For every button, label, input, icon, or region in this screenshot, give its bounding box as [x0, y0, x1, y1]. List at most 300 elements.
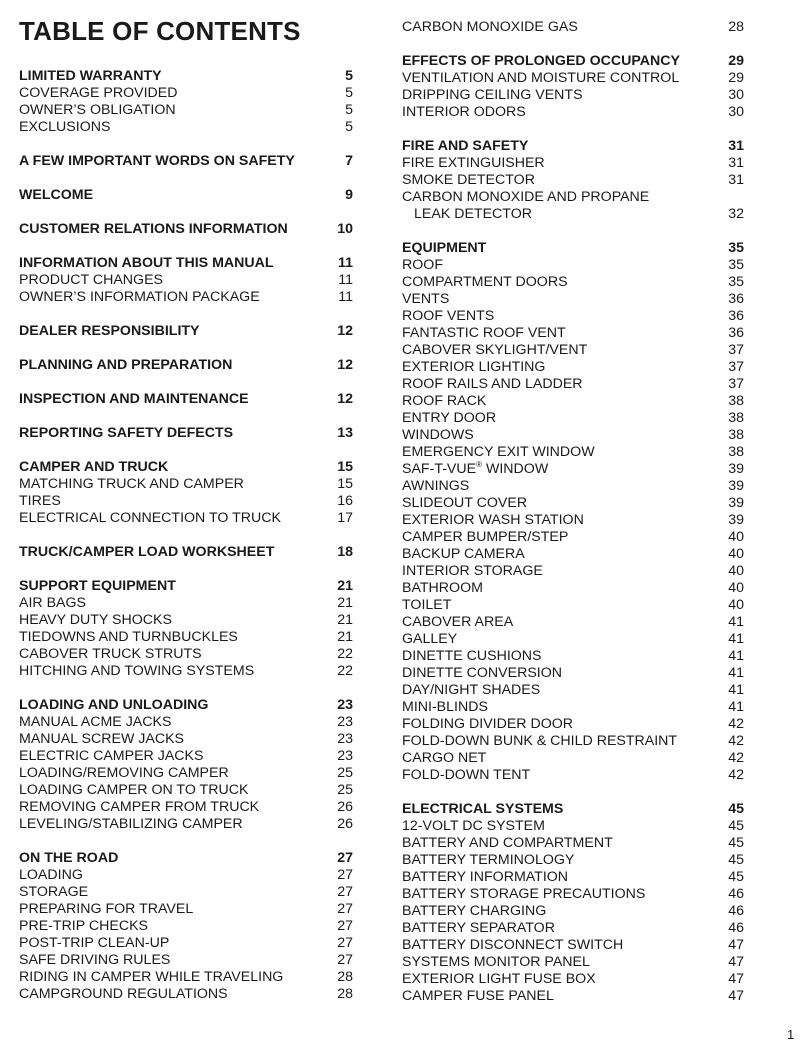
toc-entry-row: [402, 750, 744, 767]
toc-entry-title: [19, 153, 295, 170]
toc-entry-text: VENTILATION AND MOISTURE CONTROL: [402, 70, 680, 86]
toc-entry-text: FOLDING DIVIDER DOOR: [402, 716, 574, 732]
page-title: TABLE OF CONTENTS: [19, 16, 301, 46]
toc-entry-row: [402, 410, 744, 427]
toc-entry-text: ENTRY DOOR: [402, 410, 497, 426]
toc-entry-title: [402, 818, 545, 835]
toc-entry-text: OWNER’S OBLIGATION: [19, 102, 176, 118]
toc-entry-row: [19, 85, 353, 102]
toc-entry-text: PRODUCT CHANGES: [19, 272, 163, 288]
toc-entry-row: [19, 748, 353, 765]
toc-entry-title: [402, 750, 486, 767]
toc-entry-text: ROOF RAILS AND LADDER: [402, 376, 583, 392]
toc-page-number: 45: [728, 835, 744, 851]
toc-page-number: 23: [337, 748, 353, 764]
toc-entry-title: [402, 920, 555, 937]
toc-entry-text: FIRE EXTINGUISHER: [402, 155, 545, 171]
toc-entry-text: FOLD-DOWN BUNK & CHILD RESTRAINT: [402, 733, 678, 749]
toc-entry-row: [402, 257, 744, 274]
toc-entry-row: [402, 189, 744, 206]
toc-page-number: 26: [337, 799, 353, 815]
toc-page-number: 45: [728, 852, 744, 868]
toc-entry-row: [19, 119, 353, 136]
toc-entry-title: [19, 663, 254, 680]
toc-entry-row: [402, 461, 744, 478]
toc-page-number: 28: [337, 969, 353, 985]
toc-entry-text: BATTERY AND COMPARTMENT: [402, 835, 613, 851]
toc-page-number: 28: [337, 986, 353, 1002]
toc-entry-row: [19, 714, 353, 731]
toc-page-number: 22: [337, 663, 353, 679]
toc-entry-row: [402, 104, 744, 121]
toc-entry-row: [402, 682, 744, 699]
toc-entry-row: [402, 529, 744, 546]
toc-entry-title: [402, 614, 513, 631]
toc-entry-title: [402, 104, 526, 121]
toc-entry-title: [402, 631, 457, 648]
toc-entry-title: [19, 476, 244, 493]
toc-entry-title: [19, 68, 162, 85]
toc-entry-text: LEVELING/STABILIZING CAMPER: [19, 816, 243, 832]
toc-entry-text: CABOVER SKYLIGHT/VENT: [402, 342, 588, 358]
toc-entry-title: [402, 461, 548, 478]
toc-entry-text: TIRES: [19, 493, 61, 509]
toc-entry-row: [19, 731, 353, 748]
toc-page-number: 47: [728, 971, 744, 987]
toc-entry-title: [19, 901, 193, 918]
toc-page-number: 38: [728, 393, 744, 409]
toc-entry-row: [19, 493, 353, 510]
toc-entry-title: [19, 85, 177, 102]
toc-entry-text: SUPPORT EQUIPMENT: [19, 578, 176, 594]
toc-entry-text: CAMPGROUND REGULATIONS: [19, 986, 228, 1002]
toc-entry-title: [402, 189, 649, 206]
toc-page-number: 27: [337, 850, 353, 866]
toc-entry-row: [19, 816, 353, 833]
toc-entry-text: CAMPER FUSE PANEL: [402, 988, 554, 1004]
toc-entry-text: INTERIOR ODORS: [402, 104, 526, 120]
toc-entry-title: [19, 697, 208, 714]
toc-entry-title: [402, 87, 583, 104]
toc-entry-text: SYSTEMS MONITOR PANEL: [402, 954, 590, 970]
toc-entry-row: [402, 886, 744, 903]
toc-entry-title: [19, 493, 61, 510]
toc-entry-text: CABOVER TRUCK STRUTS: [19, 646, 202, 662]
toc-entry-text: DINETTE CUSHIONS: [402, 648, 542, 664]
toc-entry-text: TIEDOWNS AND TURNBUCKLES: [19, 629, 238, 645]
toc-entry-title: [19, 646, 202, 663]
toc-entry-row: [19, 476, 353, 493]
toc-entry-text: TOILET: [402, 597, 452, 613]
toc-page-number: 15: [337, 476, 353, 492]
toc-entry-text: OWNER’S INFORMATION PACKAGE: [19, 289, 260, 305]
toc-page-number: 12: [337, 357, 353, 373]
toc-entry-title: [19, 102, 176, 119]
toc-entry-text: INFORMATION ABOUT THIS MANUAL: [19, 255, 274, 271]
toc-page-number: 47: [728, 937, 744, 953]
toc-entry-text: CARGO NET: [402, 750, 487, 766]
toc-page-number: 29: [728, 53, 744, 69]
toc-page-number: 42: [728, 716, 744, 732]
toc-entry-text: HITCHING AND TOWING SYSTEMS: [19, 663, 255, 679]
toc-entry-title: [19, 459, 168, 476]
toc-entry-text: CARBON MONOXIDE GAS: [402, 19, 578, 35]
toc-page-number: 41: [728, 614, 744, 630]
toc-page-number: 41: [728, 665, 744, 681]
toc-entry-row: [402, 869, 744, 886]
toc-entry-title: [19, 289, 260, 306]
toc-page-number: 9: [345, 187, 353, 203]
toc-page-number: 23: [337, 714, 353, 730]
toc-page-number: 23: [337, 731, 353, 747]
toc-entry-row: [402, 274, 744, 291]
toc-page-number: 5: [345, 85, 353, 101]
toc-entry-title: [402, 495, 527, 512]
toc-entry-text: INTERIOR STORAGE: [402, 563, 543, 579]
toc-entry-text: LOADING AND UNLOADING: [19, 697, 209, 713]
toc-page-number: 35: [728, 257, 744, 273]
toc-entry-title: [402, 410, 496, 427]
toc-page-number: 5: [345, 68, 353, 84]
toc-entry-title: [19, 816, 243, 833]
toc-page-number: 10: [337, 221, 353, 237]
toc-page-number: 21: [337, 612, 353, 628]
toc-entry-text: PRE-TRIP CHECKS: [19, 918, 149, 934]
toc-entry-text: BATTERY CHARGING: [402, 903, 547, 919]
toc-entry-title: [402, 886, 645, 903]
toc-entry-title: [402, 954, 590, 971]
toc-page-number: 36: [728, 291, 744, 307]
toc-entry-title: [402, 665, 562, 682]
toc-entry-text: EXTERIOR LIGHTING: [402, 359, 546, 375]
toc-entry-text: BATHROOM: [402, 580, 483, 596]
toc-section-row: [19, 544, 353, 561]
toc-section-row: [19, 391, 353, 408]
toc-entry-text: BATTERY SEPARATOR: [402, 920, 555, 936]
toc-entry-title: [19, 255, 274, 272]
toc-entry-text: FIRE AND SAFETY: [402, 138, 529, 154]
toc-entry-text: ROOF VENTS: [402, 308, 495, 324]
toc-section-row: [19, 255, 353, 272]
toc-entry-title: [402, 257, 443, 274]
toc-right-column: [402, 19, 744, 1005]
toc-entry-row: [402, 580, 744, 597]
toc-page-number: 27: [337, 935, 353, 951]
toc-page-number: 39: [728, 478, 744, 494]
toc-entry-text: CARBON MONOXIDE AND PROPANE: [402, 189, 650, 205]
toc-page-number: 25: [337, 782, 353, 798]
toc-page-number: 37: [728, 342, 744, 358]
toc-entry-row: [19, 629, 353, 646]
toc-entry-row: [19, 867, 353, 884]
toc-page-number: 11: [338, 289, 353, 305]
toc-entry-row: [402, 546, 744, 563]
toc-page-number: 37: [728, 376, 744, 392]
toc-page-number: 22: [337, 646, 353, 662]
toc-entry-row: [19, 595, 353, 612]
toc-entry-row: [402, 155, 744, 172]
toc-entry-title: [402, 716, 573, 733]
toc-page-number: 31: [728, 155, 744, 171]
toc-entry-row: [402, 733, 744, 750]
toc-page-number: 11: [338, 255, 353, 271]
toc-entry-title: [402, 563, 543, 580]
toc-entry-title: [19, 612, 172, 629]
toc-entry-title: [19, 748, 203, 765]
toc-entry-row: [402, 971, 744, 988]
toc-entry-text: A FEW IMPORTANT WORDS ON SAFETY: [19, 153, 295, 169]
toc-entry-row: [402, 852, 744, 869]
toc-entry-title: [19, 391, 249, 408]
toc-entry-title: [402, 308, 494, 325]
toc-section-row: [19, 425, 353, 442]
toc-page-number: 39: [728, 512, 744, 528]
toc-section-row: [19, 68, 353, 85]
toc-section-row: [402, 240, 744, 257]
toc-entry-title: [402, 155, 545, 172]
toc-entry-row: [19, 510, 353, 527]
toc-entry-row: [19, 969, 353, 986]
toc-entry-title: [402, 682, 540, 699]
toc-entry-title: [402, 852, 574, 869]
toc-entry-text: BATTERY STORAGE PRECAUTIONS: [402, 886, 646, 902]
toc-entry-title: [19, 119, 110, 136]
toc-entry-title: [19, 272, 163, 289]
toc-left-column: [19, 68, 353, 1003]
toc-page-number: 31: [728, 138, 744, 154]
toc-entry-row: [19, 782, 353, 799]
toc-page-number: 37: [728, 359, 744, 375]
toc-entry-row: [402, 563, 744, 580]
toc-entry-row: [19, 289, 353, 306]
toc-entry-row: [402, 699, 744, 716]
toc-page-number: 41: [728, 648, 744, 664]
toc-entry-row: [402, 291, 744, 308]
toc-entry-title: [402, 138, 528, 155]
toc-entry-text: TRUCK/CAMPER LOAD WORKSHEET: [19, 544, 275, 560]
toc-entry-text: LIMITED WARRANTY: [19, 68, 162, 84]
toc-entry-row: [402, 308, 744, 325]
toc-entry-row: [402, 393, 744, 410]
toc-page-number: 35: [728, 240, 744, 256]
toc-entry-row: [19, 612, 353, 629]
toc-entry-title: [402, 376, 583, 393]
toc-entry-title: [402, 393, 486, 410]
toc-entry-row: [402, 648, 744, 665]
toc-entry-text: EMERGENCY EXIT WINDOW: [402, 444, 595, 460]
toc-entry-row: [19, 272, 353, 289]
toc-entry-title: [19, 867, 83, 884]
toc-entry-title: [19, 850, 118, 867]
toc-entry-text: POST-TRIP CLEAN-UP: [19, 935, 170, 951]
toc-entry-text: SAFE DRIVING RULES: [19, 952, 171, 968]
toc-page-number: 23: [337, 697, 353, 713]
toc-entry-title: [19, 510, 281, 527]
toc-entry-text: WINDOWS: [402, 427, 474, 443]
toc-entry-text: DAY/NIGHT SHADES: [402, 682, 541, 698]
toc-section-row: [19, 459, 353, 476]
toc-page-number: 32: [728, 206, 744, 222]
toc-section-row: [19, 578, 353, 595]
toc-entry-title: [402, 580, 483, 597]
toc-page-number: 38: [728, 410, 744, 426]
toc-section-row: [19, 697, 353, 714]
toc-page-number: 7: [345, 153, 353, 169]
toc-entry-row: [19, 646, 353, 663]
registered-mark: ®: [476, 460, 483, 469]
toc-entry-text: INSPECTION AND MAINTENANCE: [19, 391, 249, 407]
toc-entry-text: 12-VOLT DC SYSTEM: [402, 818, 545, 834]
toc-page-number: 40: [728, 597, 744, 613]
toc-entry-text: CAMPER AND TRUCK: [19, 459, 169, 475]
toc-page-number: 5: [345, 102, 353, 118]
toc-entry-title: [402, 240, 486, 257]
toc-entry-title: [402, 869, 568, 886]
toc-page-number: 18: [337, 544, 353, 560]
toc-entry-text: SAF-T-VUE: [402, 461, 477, 477]
toc-page-number: 30: [728, 87, 744, 103]
toc-page-number: 21: [337, 595, 353, 611]
toc-entry-title: [19, 629, 238, 646]
toc-entry-row: [402, 903, 744, 920]
toc-page-number: 41: [728, 682, 744, 698]
toc-section-row: [19, 357, 353, 374]
toc-entry-row: [19, 952, 353, 969]
toc-page-number: 21: [337, 629, 353, 645]
toc-entry-text: LOADING/REMOVING CAMPER: [19, 765, 229, 781]
toc-entry-row: [402, 495, 744, 512]
toc-entry-text: LOADING: [19, 867, 83, 883]
toc-entry-text: SMOKE DETECTOR: [402, 172, 535, 188]
toc-page-number: 26: [337, 816, 353, 832]
toc-entry-title: [402, 988, 554, 1005]
toc-page-number: 41: [728, 631, 744, 647]
toc-entry-title: [19, 578, 176, 595]
toc-page-number: 40: [728, 580, 744, 596]
toc-entry-title: [19, 357, 232, 374]
toc-entry-title: [402, 767, 530, 784]
toc-section-row: [19, 187, 353, 204]
toc-page-number: 28: [728, 19, 744, 35]
toc-entry-text: LEAK DETECTOR: [414, 206, 532, 222]
toc-page-number: 47: [728, 954, 744, 970]
toc-entry-text: MINI-BLINDS: [402, 699, 488, 715]
toc-page-number: 16: [337, 493, 353, 509]
toc-entry-text: REMOVING CAMPER FROM TRUCK: [19, 799, 260, 815]
toc-entry-row: [402, 716, 744, 733]
toc-entry-title: [19, 799, 259, 816]
toc-page-number: 35: [728, 274, 744, 290]
toc-entry-text: EFFECTS OF PROLONGED OCCUPANCY: [402, 53, 680, 69]
toc-entry-title: [19, 731, 184, 748]
toc-section-row: [402, 138, 744, 155]
toc-page-number: 40: [728, 563, 744, 579]
toc-entry-text: HEAVY DUTY SHOCKS: [19, 612, 172, 628]
toc-entry-text: GALLEY: [402, 631, 458, 647]
toc-entry-row: [19, 663, 353, 680]
toc-entry-row: [402, 70, 744, 87]
toc-entry-text: DINETTE CONVERSION: [402, 665, 563, 681]
toc-entry-text: BATTERY TERMINOLOGY: [402, 852, 575, 868]
toc-entry-title: [402, 835, 613, 852]
toc-entry-title: [19, 187, 93, 204]
toc-entry-title: [19, 595, 86, 612]
toc-entry-row: [402, 954, 744, 971]
toc-entry-title: [19, 221, 288, 238]
toc-page-number: 38: [728, 427, 744, 443]
toc-page-number: 31: [728, 172, 744, 188]
toc-entry-title: [19, 935, 169, 952]
toc-entry-text: COVERAGE PROVIDED: [19, 85, 178, 101]
toc-page-number: 46: [728, 886, 744, 902]
toc-page-number: 12: [337, 391, 353, 407]
toc-entry-text: DEALER RESPONSIBILITY: [19, 323, 200, 339]
toc-entry-text: ON THE ROAD: [19, 850, 119, 866]
toc-page-number: 27: [337, 901, 353, 917]
toc-entry-title: [402, 427, 474, 444]
toc-entry-text: EXCLUSIONS: [19, 119, 111, 135]
toc-entry-text: AIR BAGS: [19, 595, 87, 611]
toc-entry-title: [402, 172, 535, 189]
toc-entry-text: BATTERY INFORMATION: [402, 869, 569, 885]
toc-entry-text: PREPARING FOR TRAVEL: [19, 901, 194, 917]
toc-entry-text: EXTERIOR LIGHT FUSE BOX: [402, 971, 596, 987]
toc-entry-text: ELECTRICAL CONNECTION TO TRUCK: [19, 510, 281, 526]
toc-entry-title: [402, 546, 525, 563]
toc-entry-text: DRIPPING CEILING VENTS: [402, 87, 583, 103]
toc-entry-text: FANTASTIC ROOF VENT: [402, 325, 566, 341]
toc-entry-row: [402, 631, 744, 648]
toc-entry-row: [402, 325, 744, 342]
toc-entry-text: MATCHING TRUCK AND CAMPER: [19, 476, 244, 492]
toc-entry-text: BATTERY DISCONNECT SWITCH: [402, 937, 624, 953]
toc-page-number: 40: [728, 546, 744, 562]
toc-section-row: [19, 850, 353, 867]
toc-entry-title: [402, 529, 568, 546]
toc-page-number: 46: [728, 903, 744, 919]
page-number: 1: [787, 1027, 795, 1042]
toc-entry-row: [19, 935, 353, 952]
toc-page-number: 46: [728, 920, 744, 936]
toc-entry-text: COMPARTMENT DOORS: [402, 274, 568, 290]
toc-entry-text: EXTERIOR WASH STATION: [402, 512, 584, 528]
toc-entry-title: [402, 648, 542, 665]
toc-page-number: 27: [337, 867, 353, 883]
toc-entry-title: [402, 971, 596, 988]
toc-entry-title: [402, 699, 488, 716]
toc-entry-row: [402, 512, 744, 529]
toc-entry-row: [19, 986, 353, 1003]
toc-entry-title: [402, 733, 677, 750]
toc-page-number: 15: [337, 459, 353, 475]
toc-entry-text: ROOF: [402, 257, 443, 273]
toc-entry-text: PLANNING AND PREPARATION: [19, 357, 233, 373]
toc-entry-title: [19, 425, 233, 442]
toc-entry-row: [402, 342, 744, 359]
toc-entry-text: MANUAL SCREW JACKS: [19, 731, 185, 747]
toc-entry-row: [19, 901, 353, 918]
toc-entry-text: LOADING CAMPER ON TO TRUCK: [19, 782, 249, 798]
toc-page-number: 13: [337, 425, 353, 441]
toc-entry-text: ROOF RACK: [402, 393, 487, 409]
toc-entry-title: [19, 969, 283, 986]
toc-entry-row: [19, 765, 353, 782]
toc-page-number: 40: [728, 529, 744, 545]
toc-page-number: 39: [728, 461, 744, 477]
toc-page-number: 41: [728, 699, 744, 715]
toc-entry-title: [19, 714, 171, 731]
toc-page-number: 42: [728, 767, 744, 783]
